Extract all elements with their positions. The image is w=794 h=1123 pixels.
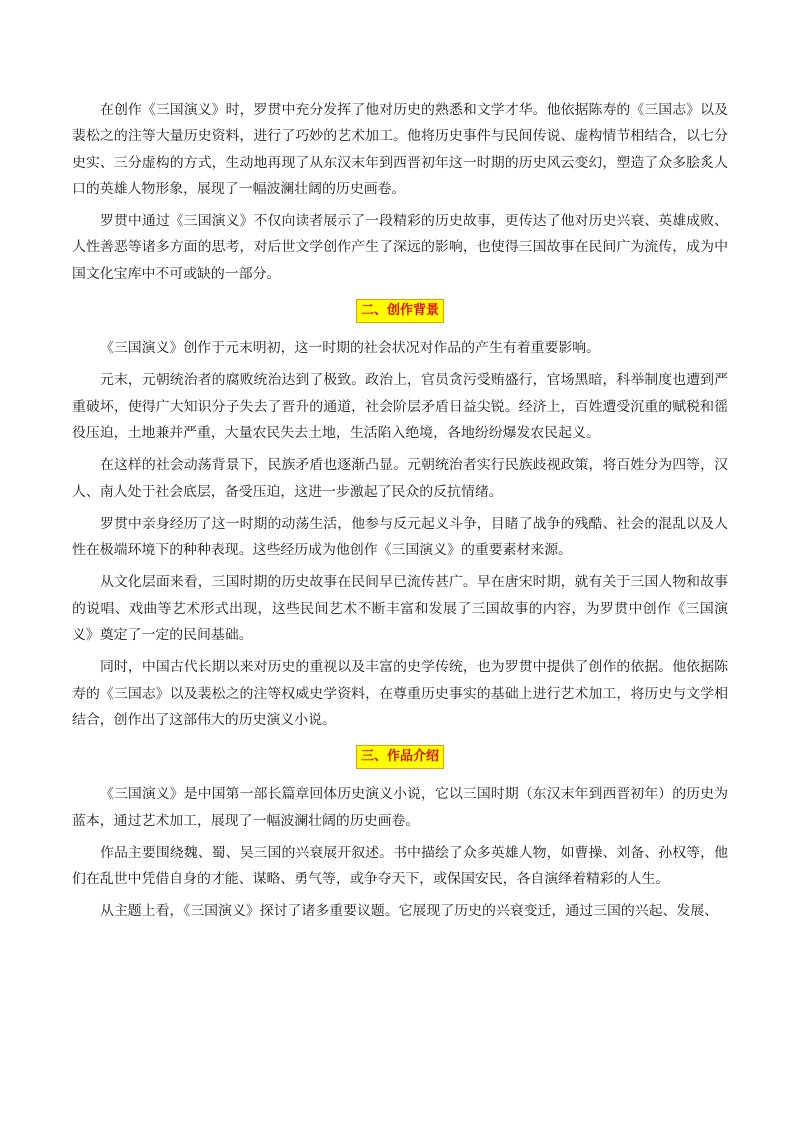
body-paragraph: 罗贯中通过《三国演义》不仅向读者展示了一段精彩的历史故事，更传达了他对历史兴衰、英雄成败、人性善恶等诸多方面的思考，对后世文学创作产生了深远的影响，也使得三国故事在民间广为流传，成为中国文化宝库中不可或缺的一部分。: [72, 213, 728, 282]
body-paragraph: 《三国演义》是中国第一部长篇章回体历史演义小说，它以三国时期（东汉末年到西晋初年）的历史为蓝本，通过艺术加工，展现了一幅波澜壮阔的历史画卷。: [72, 786, 728, 829]
body-paragraph: 《三国演义》创作于元末明初，这一时期的社会状况对作品的产生有着重要影响。: [100, 340, 601, 357]
body-paragraph: 罗贯中亲身经历了这一时期的动荡生活，他参与反元起义斗争，目睹了战争的残酷、社会的混乱以及人性在极端环境下的种种表现。这些经历成为他创作《三国演义》的重要素材来源。: [72, 515, 728, 559]
body-paragraph: 同时，中国古代长期以来对历史的重视以及丰富的史学传统，也为罗贯中提供了创作的依据。他依据陈寿的《三国志》以及裴松之的注等权威史学资料，在尊重历史事实的基础上进行艺术加工，将历史与文学相结合，创作出了这部伟大的历史演义小说。: [72, 659, 728, 728]
body-paragraph: 在创作《三国演义》时，罗贯中充分发挥了他对历史的熟悉和文学才华。他依据陈寿的《三国志》以及裴松之的注等大量历史资料，进行了巧妙的艺术加工。他将历史事件与民间传说、虚构情节相结合，以七分史实、三分虚构的方式，生动地再现了从东汉末年到西晋初年这一时期的历史风云变幻，塑造了众多脍炙人口的英雄人物形象，展现了一幅波澜壮阔的历史画卷。: [72, 102, 728, 197]
section-heading-work-introduction: 三、作品介绍: [356, 745, 444, 769]
body-paragraph: 在这样的社会动荡背景下，民族矛盾也逐渐凸显。元朝统治者实行民族歧视政策，将百姓分为四等，汉人、南人处于社会底层，备受压迫，这进一步激起了民众的反抗情绪。: [72, 457, 728, 500]
section-heading-creation-background: 二、创作背景: [356, 299, 444, 323]
document-page: [72, 97, 728, 931]
body-paragraph: 元末，元朝统治者的腐败统治达到了极致。政治上，官员贪污受贿盛行，官场黑暗，科举制度也遭到严重破坏，使得广大知识分子失去了晋升的通道，社会阶层矛盾日益尖锐。经济上，百姓遭受沉重的赋税和徭役压迫，土地兼并严重，大量农民失去土地，生活陷入绝境，各地纷纷爆发农民起义。: [72, 372, 728, 441]
section-heading-wrapper: [72, 299, 728, 323]
section-heading-wrapper: [72, 745, 728, 769]
body-paragraph: 从文化层面来看，三国时期的历史故事在民间早已流传甚广。早在唐宋时期，就有关于三国人物和故事的说唱、戏曲等艺术形式出现，这些民间艺术不断丰富和发展了三国故事的内容，为罗贯中创作《三国演义》奠定了一定的民间基础。: [72, 574, 728, 644]
body-paragraph: 作品主要围绕魏、蜀、吴三国的兴衰展开叙述。书中描绘了众多英雄人物，如曹操、刘备、孙权等，他们在乱世中凭借自身的才能、谋略、勇气等，或争夺天下，或保国安民，各自演绎着精彩的人生。: [72, 844, 728, 888]
body-paragraph: 从主题上看，《三国演义》探讨了诸多重要议题。它展现了历史的兴衰变迁，通过三国的兴起、发展、: [100, 903, 719, 920]
